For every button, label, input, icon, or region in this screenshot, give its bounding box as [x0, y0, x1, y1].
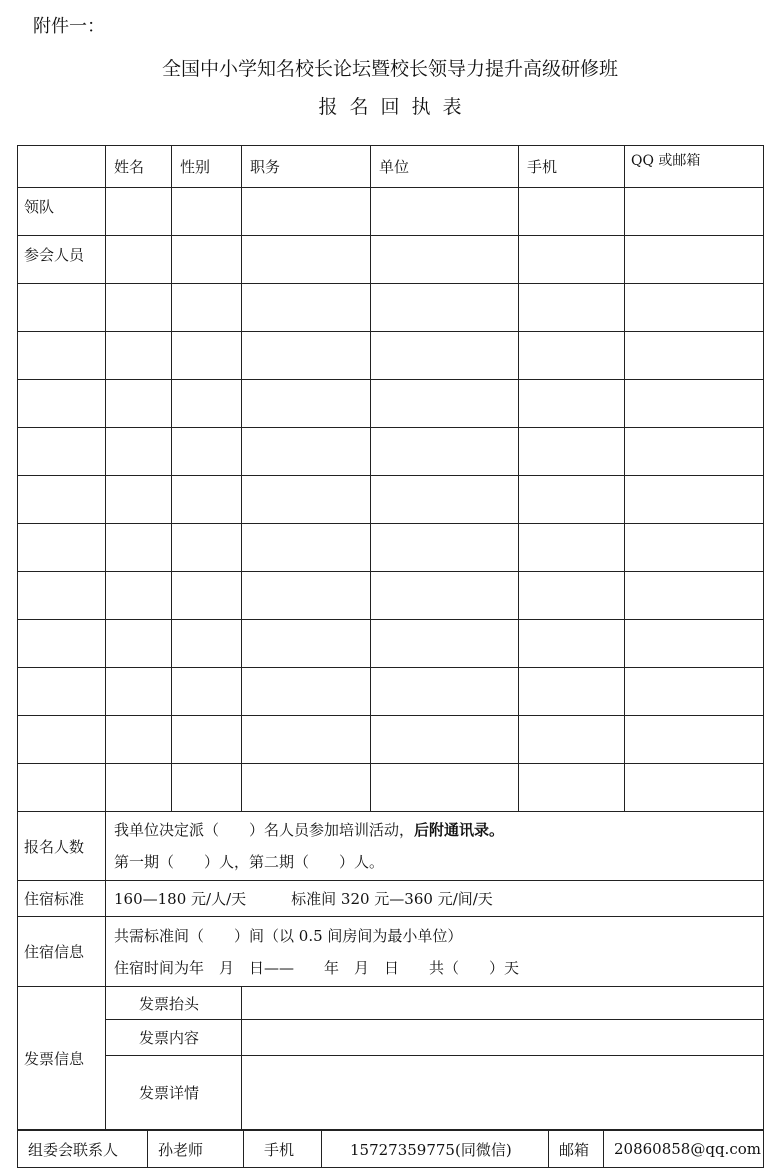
form-cell[interactable] [625, 380, 764, 428]
form-cell[interactable] [106, 284, 172, 332]
invoice-content-field[interactable] [242, 1020, 764, 1056]
form-cell[interactable] [172, 380, 242, 428]
invoice-header-row [18, 987, 764, 1020]
table-row [18, 380, 764, 428]
form-cell[interactable] [172, 236, 242, 284]
form-cell[interactable] [242, 668, 371, 716]
table-row [18, 716, 764, 764]
table-row [18, 620, 764, 668]
form-cell[interactable] [625, 620, 764, 668]
form-cell[interactable] [106, 620, 172, 668]
accommodation-info-row [18, 917, 764, 987]
form-cell[interactable] [371, 284, 519, 332]
form-cell[interactable] [519, 284, 625, 332]
form-cell[interactable] [519, 524, 625, 572]
form-cell[interactable] [106, 332, 172, 380]
form-cell[interactable] [242, 524, 371, 572]
form-cell[interactable] [625, 716, 764, 764]
accommodation-standard-row [18, 881, 764, 917]
header-phone: 手机 [519, 146, 625, 188]
row-label: 参会人员 [18, 236, 106, 284]
form-cell[interactable] [371, 716, 519, 764]
contact-label: 组委会联系人 [18, 1131, 148, 1168]
form-cell[interactable] [106, 716, 172, 764]
form-cell[interactable] [242, 188, 371, 236]
form-cell[interactable] [371, 572, 519, 620]
form-cell[interactable] [242, 476, 371, 524]
table-row [18, 668, 764, 716]
form-cell[interactable] [242, 380, 371, 428]
accommodation-info-label: 住宿信息 [18, 917, 106, 987]
form-cell[interactable] [242, 284, 371, 332]
registration-line-2: 第一期（ ）人，第二期（ ）人。 [114, 853, 385, 871]
header-unit: 单位 [371, 146, 519, 188]
form-cell[interactable] [106, 524, 172, 572]
form-cell[interactable] [519, 572, 625, 620]
attach-directory-note: 后附通讯录。 [414, 821, 505, 839]
form-cell[interactable] [242, 428, 371, 476]
invoice-header-field[interactable] [242, 987, 764, 1020]
form-cell[interactable] [625, 764, 764, 812]
registration-count-field[interactable] [106, 812, 764, 881]
accommodation-info-line-1: 共需标准间（ ）间（以 0.5 间房间为最小单位） [114, 926, 463, 945]
row-label [18, 620, 106, 668]
registration-line-1: 我单位决定派（ ）名人员参加培训活动，后附通讯录。 [114, 821, 505, 839]
form-cell[interactable] [371, 524, 519, 572]
form-cell[interactable] [519, 764, 625, 812]
form-cell[interactable] [172, 620, 242, 668]
form-cell[interactable] [172, 716, 242, 764]
row-label [18, 428, 106, 476]
contact-row [18, 1131, 764, 1168]
contact-email-label: 邮箱 [549, 1131, 604, 1168]
invoice-details-row [18, 1056, 764, 1130]
contact-table [17, 1130, 764, 1168]
header-row [18, 146, 764, 188]
header-name: 姓名 [106, 146, 172, 188]
accommodation-standard-label: 住宿标准 [18, 881, 106, 917]
header-gender: 性别 [172, 146, 242, 188]
table-row [18, 332, 764, 380]
row-label [18, 380, 106, 428]
form-cell[interactable] [519, 716, 625, 764]
accommodation-info-line-2: 住宿时间为年 月 日—— 年 月 日 共（ ）天 [114, 958, 520, 977]
accommodation-info-field[interactable] [106, 917, 764, 987]
attachment-label: 附件一： [33, 16, 105, 37]
form-cell[interactable] [242, 620, 371, 668]
form-cell[interactable] [106, 764, 172, 812]
row-label [18, 284, 106, 332]
form-cell[interactable] [106, 188, 172, 236]
row-label [18, 476, 106, 524]
form-cell[interactable] [625, 284, 764, 332]
form-cell[interactable] [625, 428, 764, 476]
form-cell[interactable] [371, 668, 519, 716]
form-cell[interactable] [106, 428, 172, 476]
form-cell[interactable] [172, 188, 242, 236]
invoice-details-field[interactable] [242, 1056, 764, 1130]
form-cell[interactable] [371, 332, 519, 380]
form-cell[interactable] [242, 236, 371, 284]
contact-phone: 15727359775(同微信) [322, 1131, 549, 1168]
form-cell[interactable] [172, 524, 242, 572]
contact-phone-label: 手机 [244, 1131, 322, 1168]
table-row [18, 284, 764, 332]
form-cell[interactable] [625, 476, 764, 524]
table-row [18, 428, 764, 476]
accommodation-standard-value: 160—180 元/人/天 标准间 320 元—360 元/间/天 [106, 881, 764, 917]
form-cell[interactable] [519, 236, 625, 284]
form-cell[interactable] [172, 764, 242, 812]
table-row [18, 764, 764, 812]
form-cell[interactable] [519, 380, 625, 428]
row-label [18, 668, 106, 716]
form-cell[interactable] [242, 764, 371, 812]
form-cell[interactable] [371, 620, 519, 668]
form-cell[interactable] [172, 284, 242, 332]
header-qq-email: QQ 或邮箱 [625, 146, 764, 188]
form-cell[interactable] [519, 428, 625, 476]
row-label [18, 764, 106, 812]
form-cell[interactable] [519, 476, 625, 524]
form-cell[interactable] [625, 188, 764, 236]
form-cell[interactable] [519, 668, 625, 716]
registration-count-label: 报名人数 [18, 812, 106, 881]
table-row [18, 236, 764, 284]
form-cell[interactable] [172, 332, 242, 380]
form-cell[interactable] [371, 764, 519, 812]
invoice-info-label: 发票信息 [18, 987, 106, 1130]
registration-table [17, 145, 764, 1130]
table-row [18, 188, 764, 236]
invoice-content-row [18, 1020, 764, 1056]
contact-email: 20860858@qq.com [604, 1131, 764, 1168]
form-cell[interactable] [242, 332, 371, 380]
contact-name: 孙老师 [148, 1131, 244, 1168]
form-cell[interactable] [371, 380, 519, 428]
registration-form [17, 145, 763, 1168]
form-cell[interactable] [106, 236, 172, 284]
invoice-header-label: 发票抬头 [106, 987, 242, 1020]
invoice-content-label: 发票内容 [106, 1020, 242, 1056]
header-position: 职务 [242, 146, 371, 188]
form-cell[interactable] [519, 620, 625, 668]
table-row [18, 476, 764, 524]
row-label: 领队 [18, 188, 106, 236]
row-label [18, 524, 106, 572]
form-cell[interactable] [172, 476, 242, 524]
form-subtitle: 报名回执表 [318, 96, 474, 118]
row-label [18, 332, 106, 380]
row-label [18, 716, 106, 764]
form-cell[interactable] [172, 572, 242, 620]
form-cell[interactable] [371, 236, 519, 284]
form-cell[interactable] [371, 428, 519, 476]
invoice-details-label: 发票详情 [106, 1056, 242, 1130]
form-cell[interactable] [519, 332, 625, 380]
row-label [18, 572, 106, 620]
form-cell[interactable] [106, 668, 172, 716]
form-cell[interactable] [242, 572, 371, 620]
table-row [18, 524, 764, 572]
form-cell[interactable] [106, 572, 172, 620]
form-cell[interactable] [625, 524, 764, 572]
form-cell[interactable] [625, 332, 764, 380]
registration-count-row [18, 812, 764, 881]
form-cell[interactable] [625, 236, 764, 284]
table-row [18, 572, 764, 620]
form-cell[interactable] [242, 716, 371, 764]
form-cell[interactable] [625, 668, 764, 716]
form-cell[interactable] [371, 188, 519, 236]
form-cell[interactable] [172, 428, 242, 476]
form-title: 全国中小学知名校长论坛暨校长领导力提升高级研修班 [161, 58, 618, 80]
form-cell[interactable] [106, 476, 172, 524]
form-cell[interactable] [519, 188, 625, 236]
form-cell[interactable] [371, 476, 519, 524]
form-cell[interactable] [172, 668, 242, 716]
header-cell-blank [18, 146, 106, 188]
form-cell[interactable] [106, 380, 172, 428]
form-cell[interactable] [625, 572, 764, 620]
